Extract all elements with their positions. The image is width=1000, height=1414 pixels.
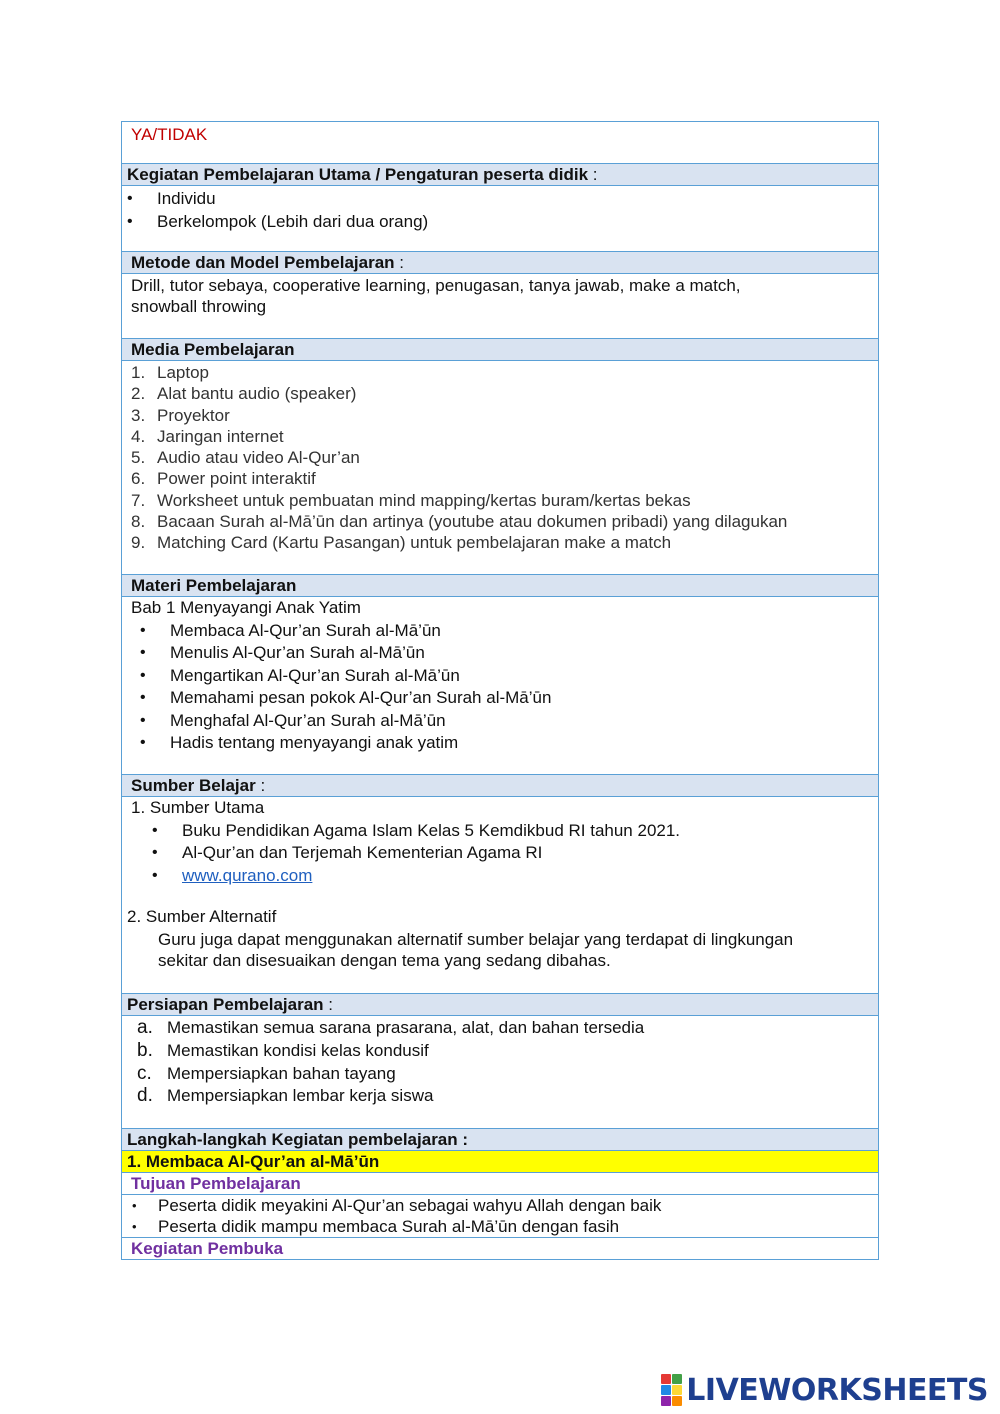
logo-square (672, 1374, 682, 1384)
kegiatan-utama-body (122, 185, 878, 251)
list-item: 9. Matching Card (Kartu Pasangan) untuk pembelajaran make a match (131, 533, 672, 553)
liveworksheets-logo (661, 1371, 988, 1409)
persiapan-body (122, 1015, 878, 1128)
list-item: • Peserta didik mampu membaca Surah al-Mā’ūn dengan fasih (132, 1217, 620, 1236)
materi-body (122, 596, 878, 774)
list-item: • Membaca Al-Qur’an Surah al-Mā’ūn (140, 620, 441, 640)
list-item: 4. Jaringan internet (131, 426, 284, 446)
langkah-heading: Langkah-langkah Kegiatan pembelajaran : (122, 1128, 878, 1150)
list-item: • Individu (127, 189, 216, 208)
list-item: • Al-Qur’an dan Terjemah Kementerian Agama RI (152, 843, 543, 862)
media-list (131, 362, 869, 554)
list-item: • Menghafal Al-Qur’an Surah al-Mā’ūn (140, 710, 446, 730)
list-item: 5. Audio atau video Al-Qur’an (131, 448, 360, 468)
media-body (122, 360, 878, 574)
list-item: 2. Alat bantu audio (speaker) (131, 384, 357, 404)
list-item: b. Memastikan kondisi kelas kondusif (137, 1039, 429, 1061)
list-item: • Mengartikan Al-Qur’an Surah al-Mā’ūn (140, 665, 460, 685)
list-item: 7. Worksheet untuk pembuatan mind mapping/kertas buram/kertas bekas (131, 490, 691, 510)
metode-heading: Metode dan Model Pembelajaran : (122, 251, 878, 273)
sumber-alt-title: 2. Sumber Alternatif (127, 907, 277, 926)
persiapan-heading: Persiapan Pembelajaran : (122, 993, 878, 1015)
step1-heading: 1. Membaca Al-Qur’an al-Mā’ūn (122, 1150, 878, 1172)
kegiatan-utama-heading: Kegiatan Pembelajaran Utama / Pengaturan peserta didik : (122, 163, 878, 185)
pembuka-heading: Kegiatan Pembuka (122, 1237, 878, 1259)
list-item: • Menulis Al-Qur’an Surah al-Mā’ūn (140, 643, 425, 662)
ya-tidak-text: YA/TIDAK (131, 125, 208, 144)
media-heading: Media Pembelajaran (122, 338, 878, 360)
sumber-body (122, 796, 878, 993)
logo-square (672, 1396, 682, 1406)
sumber-utama-list (127, 820, 878, 888)
logo-square (661, 1374, 671, 1384)
list-item: 1. Laptop (131, 363, 209, 382)
list-item: • Peserta didik meyakini Al-Qur’an sebagai wahyu Allah dengan baik (132, 1196, 662, 1215)
logo-square (672, 1385, 682, 1395)
sumber-utama-title: 1. Sumber Utama (131, 798, 265, 817)
lesson-plan-table (121, 121, 879, 1260)
kegiatan-utama-list (127, 188, 878, 232)
persiapan-list (137, 1017, 878, 1108)
metode-body: Drill, tutor sebaya, cooperative learning, penugasan, tanya jawab, make a match, snowball throwing (122, 273, 878, 338)
list-item: 3. Proyektor (131, 405, 230, 425)
list-item: • Hadis tentang menyayangi anak yatim (140, 733, 459, 752)
list-item: c. Mempersiapkan bahan tayang (137, 1062, 396, 1084)
sumber-alt-text: Guru juga dapat menggunakan alternatif sumber belajar yang terdapat di lingkungan sekitar dan disesuaikan dengan tema yang sedang dibahas. (158, 929, 794, 970)
sumber-heading: Sumber Belajar : (122, 774, 878, 796)
logo-square (661, 1396, 671, 1406)
list-item: • Buku Pendidikan Agama Islam Kelas 5 Kemdikbud RI tahun 2021. (152, 820, 681, 840)
qurano-link[interactable]: www.qurano.com (182, 865, 313, 885)
list-item: 8. Bacaan Surah al-Mā’ūn dan artinya (youtube atau dokumen pribadi) yang dilagukan (131, 512, 788, 532)
list-item: • www.qurano.com (152, 865, 313, 885)
list-item: a. Memastikan semua sarana prasarana, alat, dan bahan tersedia (137, 1017, 645, 1038)
logo-text: LIVEWORKSHEETS (686, 1372, 988, 1408)
tujuan-body (122, 1194, 878, 1237)
logo-square (661, 1385, 671, 1395)
list-item: • Berkelompok (Lebih dari dua orang) (127, 212, 429, 231)
list-item: d. Mempersiapkan lembar kerja siswa (137, 1085, 434, 1107)
list-item: 6. Power point interaktif (131, 469, 316, 489)
materi-bab: Bab 1 Menyayangi Anak Yatim (131, 598, 361, 617)
list-item: • Memahami pesan pokok Al-Qur’an Surah al-Mā’ūn (140, 688, 552, 707)
tujuan-heading: Tujuan Pembelajaran (122, 1172, 878, 1194)
materi-list (131, 620, 869, 755)
logo-icon (661, 1374, 682, 1406)
tujuan-list (127, 1195, 878, 1237)
ya-tidak-row (122, 122, 878, 163)
materi-heading: Materi Pembelajaran (122, 574, 878, 596)
